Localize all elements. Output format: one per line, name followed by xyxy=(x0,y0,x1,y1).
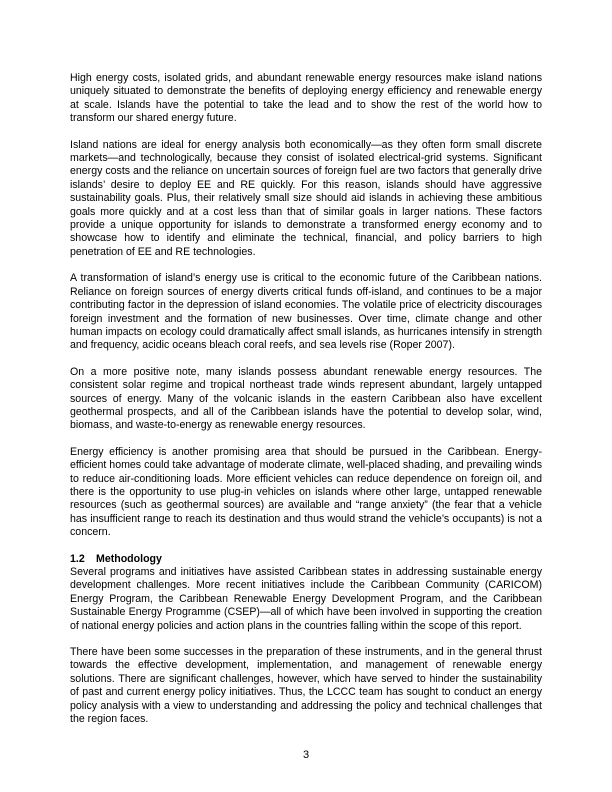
paragraph-programs: Several programs and initiatives have assisted Caribbean states in addressing sustainable energy development challenges. More recent initiatives include the Caribbean Community (CARICOM) Energy Program, the Caribbean Renewable Energy Development Program, and the Caribbean Sustainable Energy Programme (CSEP)—all of which have been involved in supporting the creation of national energy policies and action plans in the countries falling within the scope of this report. xyxy=(70,566,542,632)
section-heading-methodology xyxy=(70,553,542,566)
page-number: 3 xyxy=(302,749,310,761)
paragraph-energy-efficiency: Energy efficiency is another promising area that should be pursued in the Caribbean. Energy-efficient homes could take advantage of moderate climate, well-placed shading, and prevailing winds to reduce air-conditioning loads. More efficient vehicles can reduce dependence on foreign oil, and there is the opportunity to use plug-in vehicles on islands where other large, untapped renewable resources (such as geothermal sources) are available and “range anxiety” (the fear that a vehicle has insufficient range to reach its destination and thus would strand the vehicle’s occupants) is not a concern. xyxy=(70,445,542,539)
paragraph-renewable-resources: On a more positive note, many islands possess abundant renewable energy resources. The consistent solar regime and tropical northeast trade winds represent abundant, largely untapped sources of energy. Many of the volcanic islands in the eastern Caribbean also have excellent geothermal prospects, and all of the Caribbean islands have the potential to develop solar, wind, biomass, and waste-to-energy as renewable energy resources. xyxy=(70,365,542,432)
section-number: 1.2 xyxy=(70,552,85,565)
page-body xyxy=(70,72,542,739)
paragraph-successes: There have been some successes in the preparation of these instruments, and in the general thrust towards the effective development, implementation, and management of renewable energy solutions. There are significant challenges, however, which have served to hinder the sustainability of past and current energy policy initiatives. Thus, the LCCC team has sought to conduct an energy policy analysis with a view to understanding and addressing the policy and technical challenges that the region faces. xyxy=(70,646,542,726)
paragraph-intro: High energy costs, isolated grids, and abundant renewable energy resources make island nations uniquely situated to demonstrate the benefits of deploying energy efficiency and renewable energy at scale. Islands have the potential to take the lead and to show the rest of the world how to transform our shared energy future. xyxy=(70,72,542,125)
paragraph-transformation: A transformation of island’s energy use is critical to the economic future of the Caribbean nations. Reliance on foreign sources of energy diverts critical funds off-island, and continues to be a major contributing factor in the depression of island economies. The volatile price of electricity discourages foreign investment and the formation of new businesses. Over time, climate change and other human impacts on ecology could dramatically affect small islands, as hurricanes intensify in strength and frequency, acidic oceans bleach coral reefs, and sea levels rise (Roper 2007). xyxy=(70,272,542,352)
section-title: Methodology xyxy=(96,552,162,565)
paragraph-island-analysis: Island nations are ideal for energy analysis both economically—as they often form small discrete markets—and technologically, because they consist of isolated electrical-grid systems. Significant energy costs and the reliance on uncertain sources of foreign fuel are two factors that generally drive islands’ desire to deploy EE and RE quickly. For this reason, islands should have aggressive sustainability goals. Plus, their relatively small size should aid islands in achieving these ambitious goals more quickly and at a cost less than that of similar goals in larger nations. These factors provide a unique opportunity for islands to demonstrate a transformed energy economy and to showcase how to identify and eliminate the technical, financial, and policy barriers to high penetration of EE and RE technologies. xyxy=(70,138,542,258)
